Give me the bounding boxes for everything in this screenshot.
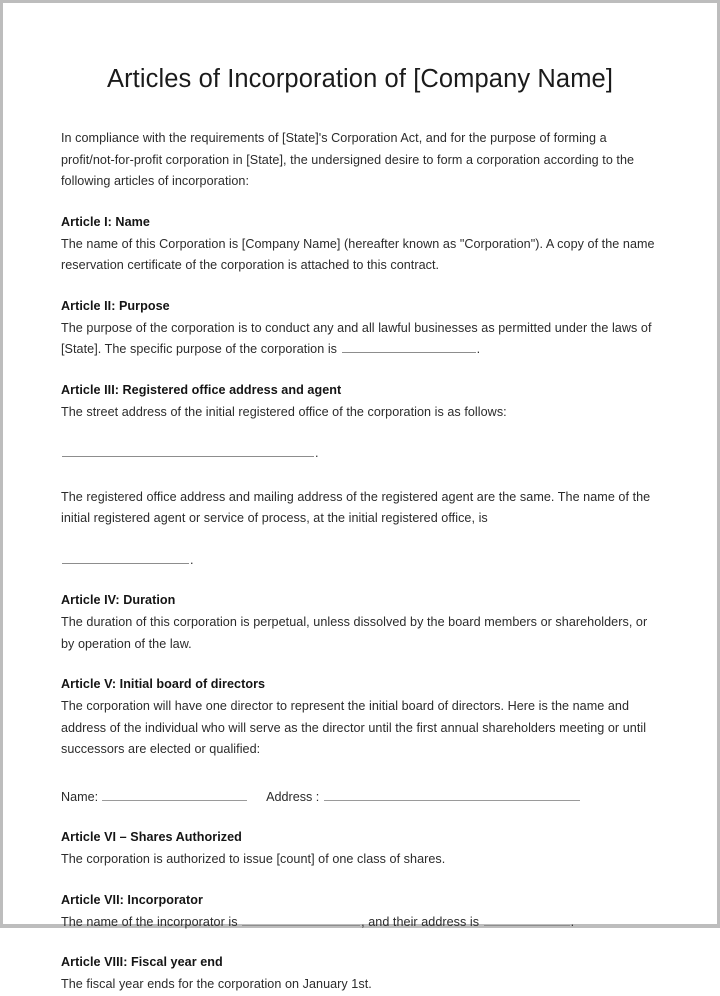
article-2-body — [61, 318, 655, 361]
article-7-body-part-1: The name of the incorporator is — [61, 914, 242, 929]
article-7-body — [61, 912, 655, 934]
incorporator-name-blank[interactable] — [242, 914, 360, 925]
article-7-body-part-2: , and their address is — [361, 914, 483, 929]
director-name-input-blank[interactable] — [102, 789, 247, 801]
article-1-heading: Article I: Name — [61, 214, 150, 229]
article-3-agent-blank-row — [61, 550, 655, 572]
article-2-purpose-blank[interactable] — [342, 342, 476, 353]
article-6-body: The corporation is authorized to issue [count] of one class of shares. — [61, 852, 446, 867]
intro-paragraph: In compliance with the requirements of [State]'s Corporation Act, and for the purpose of forming a profit/not-for-profit corporation in [State], the undersigned desire to form a corporation according to the following articles of incorporation: — [61, 131, 635, 189]
article-section-4 — [61, 591, 655, 655]
article-6-heading: Article VI – Shares Authorized — [61, 830, 242, 845]
article-2-body-text: The purpose of the corporation is to conduct any and all lawful businesses as permitted under the laws of [State]. The specific purpose of the corporation is — [61, 320, 652, 357]
article-7-body-part-3: . — [570, 914, 575, 929]
article-4-heading: Article IV: Duration — [61, 593, 176, 608]
director-name-label: Name: — [61, 789, 99, 804]
page-title: Articles of Incorporation of [Company Name] — [106, 65, 614, 93]
article-section-2 — [61, 297, 655, 361]
article-3-address-blank-row — [61, 443, 655, 465]
article-3-body: The street address of the initial registered office of the corporation is as follows: — [61, 404, 507, 419]
article-section-6 — [61, 828, 655, 871]
document-body — [3, 128, 717, 996]
article-8-body: The fiscal year ends for the corporation on January 1st. — [61, 977, 372, 992]
article-3-street-address-blank[interactable] — [62, 446, 314, 457]
director-address-label: Address : — [266, 789, 320, 804]
director-name-address-row — [61, 787, 655, 809]
document-page-content — [3, 3, 717, 992]
article-3-blank-2-suffix: . — [190, 552, 194, 567]
article-section-3 — [61, 381, 655, 572]
article-3-body-2: The registered office address and mailing address of the registered agent are the same. The name of the initial registered agent or service of process, at the initial registered office, is — [61, 489, 651, 526]
article-3-blank-1-suffix: . — [315, 446, 319, 461]
article-2-body-suffix: . — [476, 342, 481, 357]
article-1-body: The name of this Corporation is [Company Name] (hereafter known as "Corporation"). A copy of the name reservation certificate of the corporation is attached to this contract. — [61, 236, 655, 273]
article-section-7 — [61, 891, 655, 934]
article-section-1 — [61, 213, 655, 277]
incorporator-address-blank[interactable] — [484, 914, 570, 925]
article-2-heading: Article II: Purpose — [61, 298, 170, 313]
director-address-input-blank[interactable] — [324, 789, 580, 801]
article-7-heading: Article VII: Incorporator — [61, 892, 203, 907]
article-8-heading: Article VIII: Fiscal year end — [61, 955, 223, 970]
article-5-heading: Article V: Initial board of directors — [61, 677, 266, 692]
article-section-8 — [61, 953, 655, 996]
article-3-registered-agent-blank[interactable] — [62, 552, 189, 563]
article-5-body: The corporation will have one director to represent the initial board of directors. Here is the name and address of the individual who will serve as the director until the first annual shareholders meeting or until successors are elected or qualified: — [61, 699, 647, 757]
article-3-heading: Article III: Registered office address and agent — [61, 382, 342, 397]
article-4-body: The duration of this corporation is perpetual, unless dissolved by the board members or shareholders, or by operation of the law. — [61, 615, 648, 651]
article-section-5 — [61, 675, 655, 808]
